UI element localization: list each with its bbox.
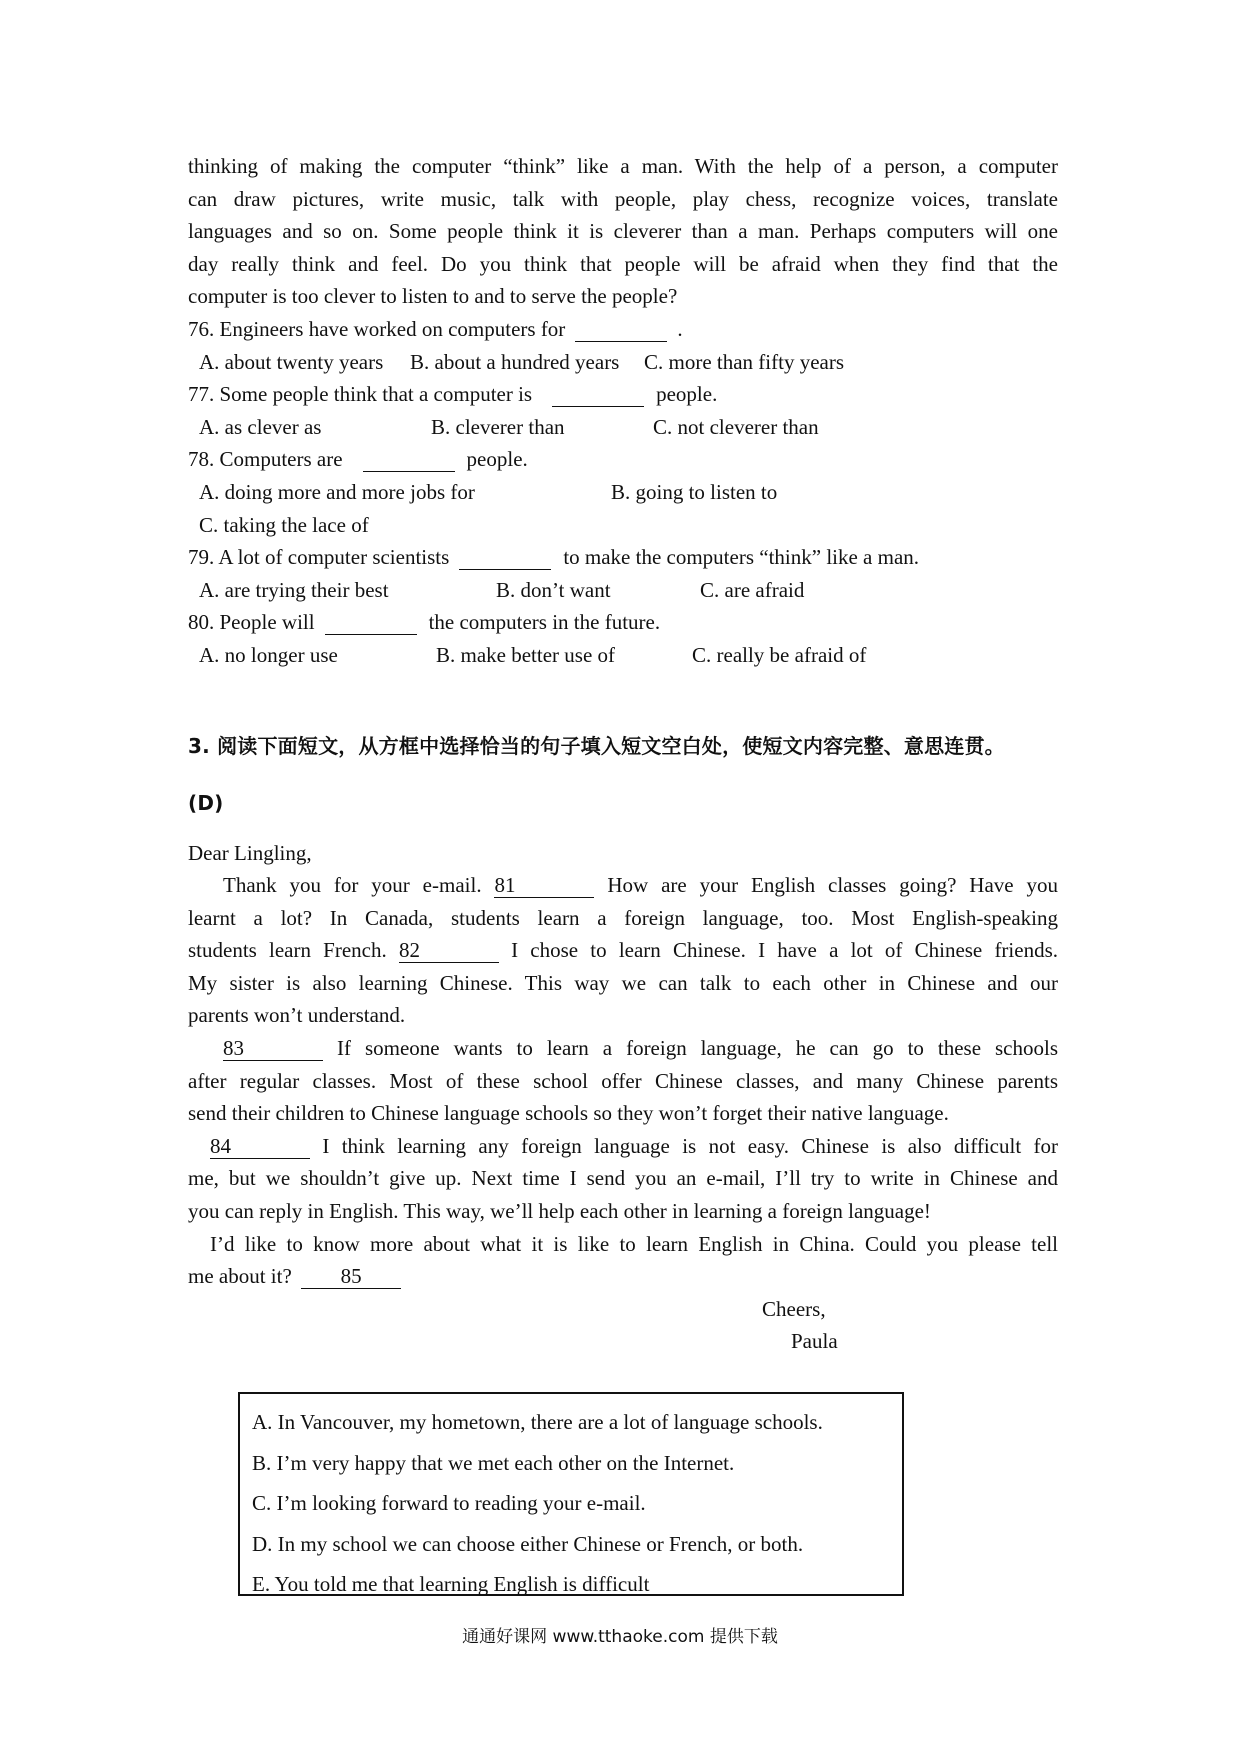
letter-line <box>188 1260 1058 1293</box>
option-c: C. more than fifty years <box>644 349 845 374</box>
option-c: C. taking the lace of <box>199 512 369 537</box>
box-option-b: B. I’m very happy that we met each other on the Internet. <box>252 1450 735 1475</box>
letter-text: I think learning any foreign language is not easy. Chinese is also difficult for <box>322 1133 1058 1158</box>
answer-blank <box>363 447 455 472</box>
letter-text: If someone wants to learn a foreign language, he can go to these schools <box>336 1036 1059 1061</box>
answer-blank-83: 83 <box>223 1036 323 1061</box>
letter <box>188 837 1058 1359</box>
question-stem-end: . <box>677 316 683 341</box>
passage-label: (D) <box>188 790 224 815</box>
option-b: B. make better use of <box>436 642 616 667</box>
letter-text: students learn French. <box>188 938 387 963</box>
passage-line: languages and so on. Some people think it is cleverer than a man. Perhaps computers will one <box>188 219 1058 244</box>
question-76 <box>188 313 1058 346</box>
box-option-a: A. In Vancouver, my hometown, there are a lot of language schools. <box>252 1410 823 1434</box>
option-c: C. not cleverer than <box>653 414 819 439</box>
letter-line: me, but we shouldn’t give up. Next time I send you an e-mail, I’ll try to write in Chinese and <box>188 1166 1058 1191</box>
letter-line <box>188 1130 1058 1163</box>
answer-blank <box>552 382 644 407</box>
option-a: A. as clever as <box>199 414 322 439</box>
question-stem: 79. A lot of computer scientists <box>188 545 450 570</box>
document-page <box>188 150 1058 1358</box>
question-80-options <box>188 639 1058 672</box>
question-79-options <box>188 574 1058 607</box>
letter-text: I chose to learn Chinese. I have a lot of Chinese friends. <box>511 938 1059 963</box>
question-stem-end: the computers in the future. <box>428 610 661 635</box>
question-79 <box>188 541 1058 574</box>
letter-line <box>188 1032 1058 1065</box>
question-77-options <box>188 411 1058 444</box>
question-stem: 78. Computers are <box>188 447 343 472</box>
answer-blank <box>459 545 551 570</box>
question-stem-end: people. <box>466 447 528 472</box>
option-a: A. are trying their best <box>199 577 389 602</box>
section-heading: 3. 阅读下面短文，从方框中选择恰当的句子填入短文空白处，使短文内容完整、意思连贯。 <box>188 733 1005 758</box>
letter-line <box>188 934 1058 967</box>
passage-line: computer is too clever to listen to and to serve the people? <box>188 284 678 309</box>
letter-closing: Cheers, <box>762 1296 826 1321</box>
question-77 <box>188 378 1058 411</box>
answer-blank-82: 82 <box>399 938 499 963</box>
option-b: B. don’t want <box>496 577 611 602</box>
question-78-options <box>188 476 1058 509</box>
letter-line: learnt a lot? In Canada, students learn a foreign language, too. Most English-speaking <box>188 905 1058 930</box>
letter-line: after regular classes. Most of these school offer Chinese classes, and many Chinese parents <box>188 1068 1058 1093</box>
question-stem: 80. People will <box>188 610 315 635</box>
question-stem: 77. Some people think that a computer is <box>188 382 533 407</box>
option-a: A. no longer use <box>199 642 338 667</box>
passage-line: day really think and feel. Do you think that people will be afraid when they find that the <box>188 251 1058 276</box>
letter-line: you can reply in English. This way, we’ll help each other in learning a foreign language! <box>188 1199 931 1224</box>
sentence-options-box <box>238 1392 904 1596</box>
question-stem-end: people. <box>656 382 718 407</box>
box-option-c: C. I’m looking forward to reading your e-mail. <box>252 1491 646 1515</box>
passage-line: can draw pictures, write music, talk with people, play chess, recognize voices, translate <box>188 186 1058 211</box>
passage-line: thinking of making the computer “think” like a man. With the help of a person, a computer <box>188 154 1058 178</box>
letter-line: I’d like to know more about what it is like to learn English in China. Could you please tell <box>210 1231 1058 1256</box>
question-78 <box>188 443 1058 476</box>
letter-text: How are your English classes going? Have you <box>607 873 1058 898</box>
letter-line: parents won’t understand. <box>188 1003 406 1028</box>
letter-text: me about it? <box>188 1264 292 1289</box>
letter-greeting: Dear Lingling, <box>188 840 312 865</box>
box-option-e: E. You told me that learning English is difficult <box>252 1572 650 1596</box>
option-c: C. are afraid <box>700 577 805 602</box>
letter-line: My sister is also learning Chinese. This way we can talk to each other in Chinese and our <box>188 970 1058 995</box>
letter-line: send their children to Chinese language schools so they won’t forget their native language. <box>188 1101 949 1126</box>
answer-blank-84: 84 <box>210 1134 310 1159</box>
letter-line <box>188 869 1058 902</box>
option-a: A. about twenty years <box>199 349 384 374</box>
answer-blank-85: 85 <box>301 1264 401 1289</box>
letter-signature: Paula <box>791 1329 838 1354</box>
option-c: C. really be afraid of <box>692 642 867 667</box>
option-a: A. doing more and more jobs for <box>199 479 475 504</box>
answer-blank-81: 81 <box>494 873 594 898</box>
option-b: B. going to listen to <box>611 479 778 504</box>
page-footer: 通通好课网 www.tthaoke.com 提供下载 <box>462 1627 778 1647</box>
option-b: B. cleverer than <box>431 414 565 439</box>
answer-blank <box>325 610 417 635</box>
option-b: B. about a hundred years <box>410 349 620 374</box>
question-stem: 76. Engineers have worked on computers for <box>188 316 566 341</box>
question-80 <box>188 606 1058 639</box>
passage <box>188 150 1058 313</box>
letter-text: Thank you for your e-mail. <box>223 873 482 898</box>
box-option-d: D. In my school we can choose either Chinese or French, or both. <box>252 1531 804 1556</box>
question-76-options <box>188 346 1058 379</box>
question-stem-end: to make the computers “think” like a man. <box>563 545 920 570</box>
answer-blank <box>575 317 667 342</box>
question-78-options-row2 <box>188 509 1058 542</box>
